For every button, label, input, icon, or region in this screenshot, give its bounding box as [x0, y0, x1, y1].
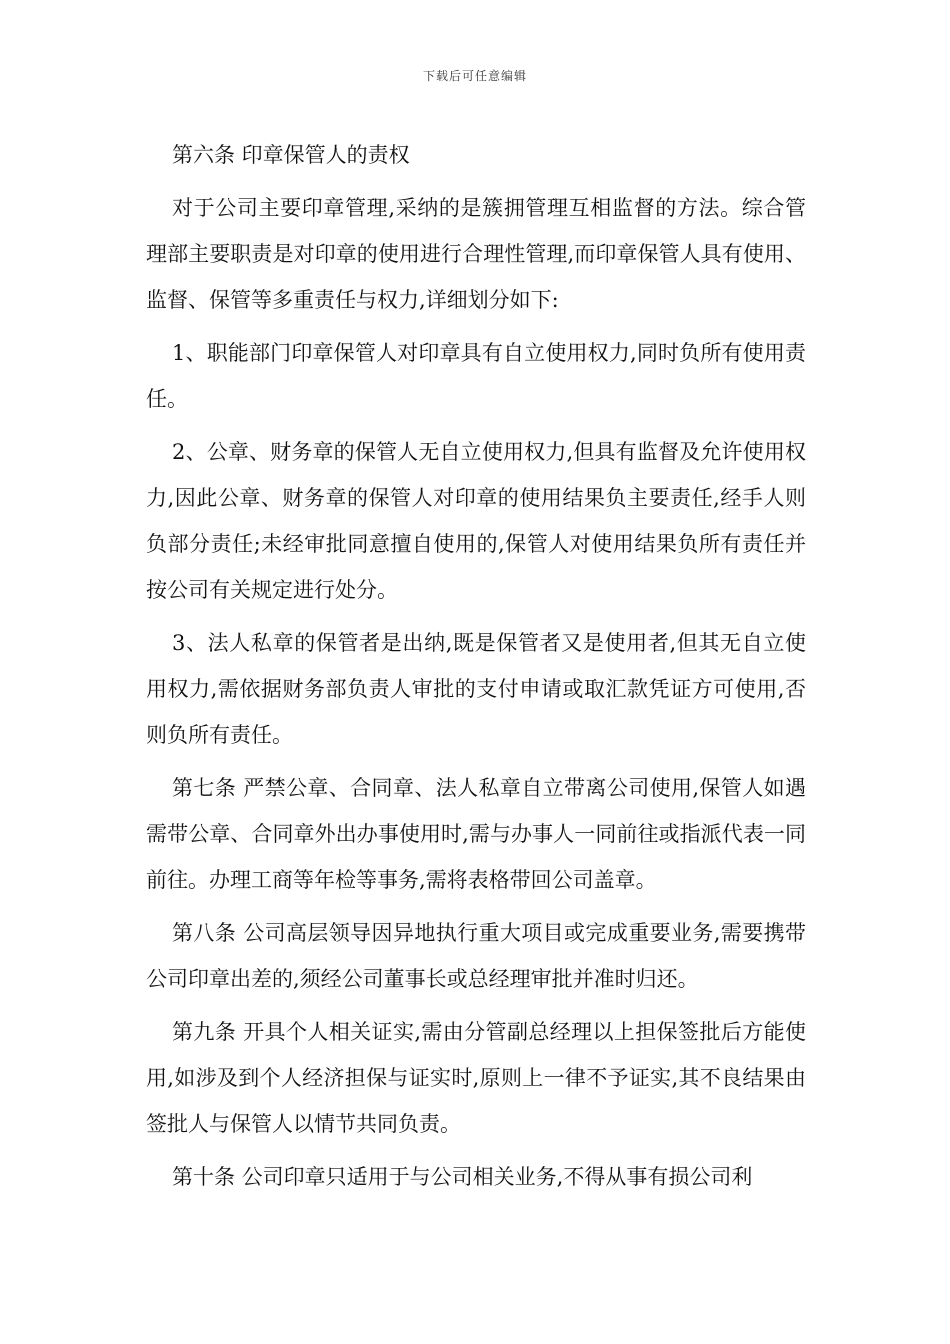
page-header-note: 下载后可任意编辑	[422, 69, 527, 83]
article-9: 第九条 开具个人相关证实,需由分管副总经理以上担保签批后方能使用,如涉及到个人经济担保与证实时,原则上一律不予证实,其不良结果由签批人与保管人以情节共同负责。	[146, 1020, 806, 1136]
article-10: 第十条 公司印章只适用于与公司相关业务,不得从事有损公司利	[172, 1165, 753, 1189]
article-6-item-2: 2、公章、财务章的保管人无自立使用权力,但具有监督及允许使用权力,因此公章、财务章的保管人对印章的使用结果负主要责任,经手人则负部分责任;未经审批同意擅自使用的,保管人对使用结果负所有责任并按公司有关规定进行处分。	[146, 440, 806, 602]
article-8: 第八条 公司高层领导因异地执行重大项目或完成重要业务,需要携带公司印章出差的,须经公司董事长或总经理审批并准时归还。	[146, 921, 806, 991]
article-6-intro: 对于公司主要印章管理,采纳的是簇拥管理互相监督的方法。综合管理部主要职责是对印章的使用进行合理性管理,而印章保管人具有使用、监督、保管等多重责任与权力,详细划分如下:	[146, 196, 806, 312]
article-6-item-1: 1、职能部门印章保管人对印章具有自立使用权力,同时负所有使用责任。	[146, 341, 806, 411]
article-6-title: 第六条 印章保管人的责权	[172, 143, 410, 167]
document-body	[146, 132, 806, 1207]
article-7: 第七条 严禁公章、合同章、法人私章自立带离公司使用,保管人如遇需带公章、合同章外出办事使用时,需与办事人一同前往或指派代表一同前往。办理工商等年检等事务,需将表格带回公司盖章。	[146, 776, 806, 892]
article-6-item-3: 3、法人私章的保管者是出纳,既是保管者又是使用者,但其无自立使用权力,需依据财务部负责人审批的支付申请或取汇款凭证方可使用,否则负所有责任。	[146, 631, 806, 747]
